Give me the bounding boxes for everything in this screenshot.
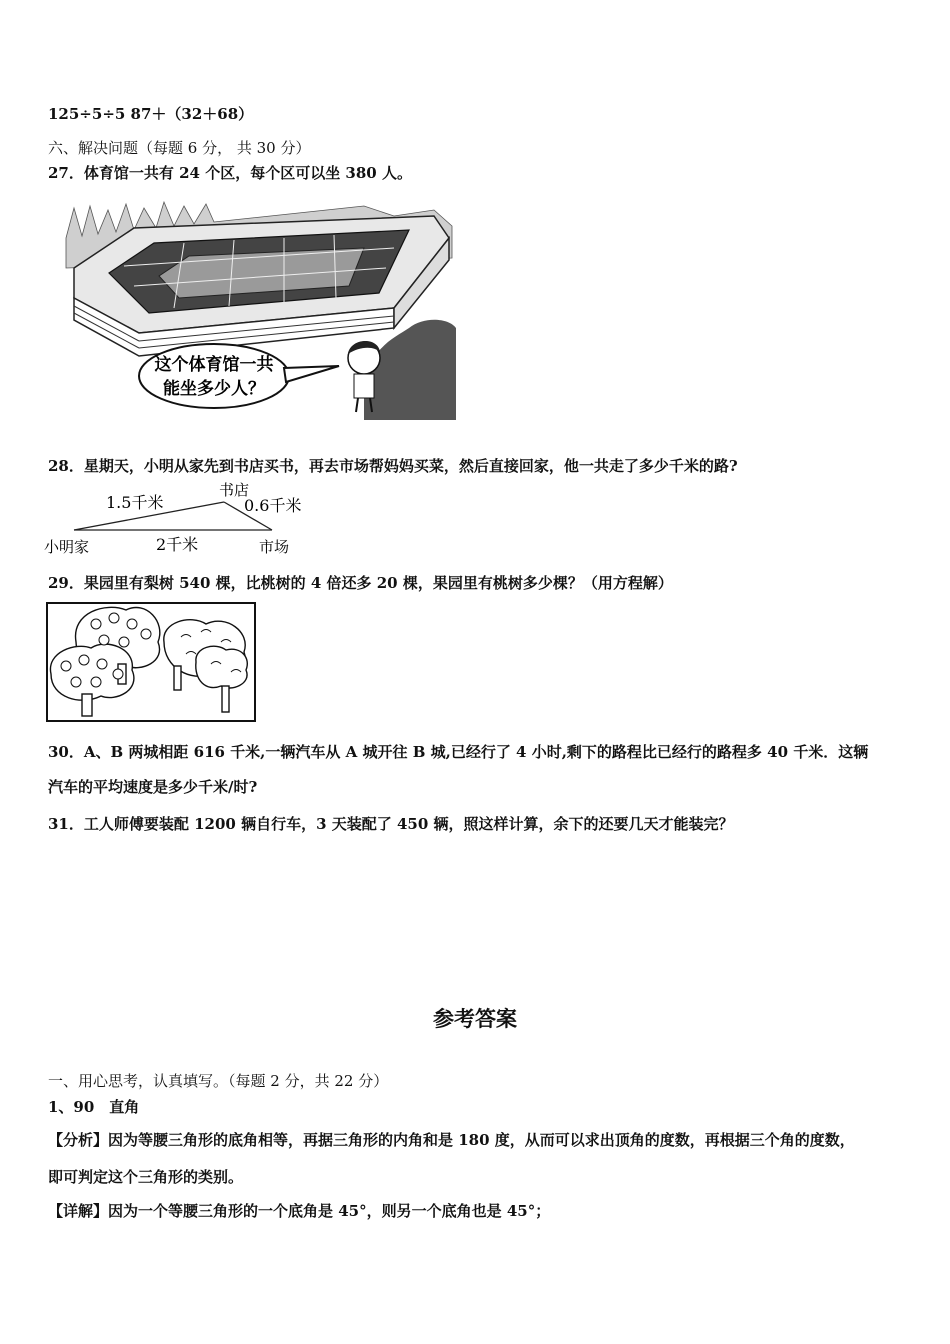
question-28: 28．星期天，小明从家先到书店买书，再去市场帮妈妈买菜，然后直接回家，他一共走了多少千米的路?	[48, 457, 738, 475]
answer-title: 参考答案	[433, 1006, 517, 1031]
label-market: 市场	[259, 538, 290, 556]
answer-1-detail: 【详解】因为一个等腰三角形的一个底角是 45°，则另一个底角也是 45°；	[48, 1202, 551, 1220]
answer-section-1-heading: 一、用心思考，认真填写。（每题 2 分，共 22 分）	[48, 1072, 389, 1090]
answer-1-analysis-line-2: 即可判定这个三角形的类别。	[48, 1168, 244, 1186]
section-6-heading: 六、解决问题（每题 6 分， 共 30 分）	[48, 139, 311, 157]
stadium-illustration	[64, 198, 456, 420]
label-bookstore-market-distance: 0.6千米	[244, 496, 302, 515]
question-29: 29．果园里有梨树 540 棵，比桃树的 4 倍还多 20 棵，果园里有桃树多少棵？（用方程解）	[48, 574, 673, 592]
label-bookstore: 书店	[219, 481, 250, 499]
calc-expression-line: 125÷5÷5 87＋（32＋68）	[48, 105, 254, 123]
label-home: 小明家	[44, 538, 90, 556]
question-30-line-1: 30．A、B 两城相距 616 千米,一辆汽车从 A 城开往 B 城,已经行了 4 小时,剩下的路程比已经行的路程多 40 千米．这辆	[48, 743, 869, 761]
label-home-bookstore-distance: 1.5千米	[106, 493, 164, 512]
answer-1: 1、90 直角	[48, 1098, 140, 1116]
route-diagram	[44, 480, 324, 562]
bubble-line-1: 这个体育馆一共	[154, 355, 274, 375]
question-27: 27．体育馆一共有 24 个区，每个区可以坐 380 人。	[48, 164, 412, 182]
question-31: 31．工人师傅要装配 1200 辆自行车，3 天装配了 450 辆，照这样计算，余下的还要几天才能装完？	[48, 815, 734, 833]
bubble-line-2: 能坐多少人？	[163, 379, 265, 399]
orchard-illustration	[46, 602, 256, 722]
question-30-line-2: 汽车的平均速度是多少千米/时?	[48, 778, 258, 796]
answer-1-analysis-line-1: 【分析】因为等腰三角形的底角相等，再据三角形的内角和是 180 度，从而可以求出顶角的度数，再根据三个角的度数，	[48, 1131, 855, 1149]
label-market-home-distance: 2千米	[156, 535, 199, 554]
